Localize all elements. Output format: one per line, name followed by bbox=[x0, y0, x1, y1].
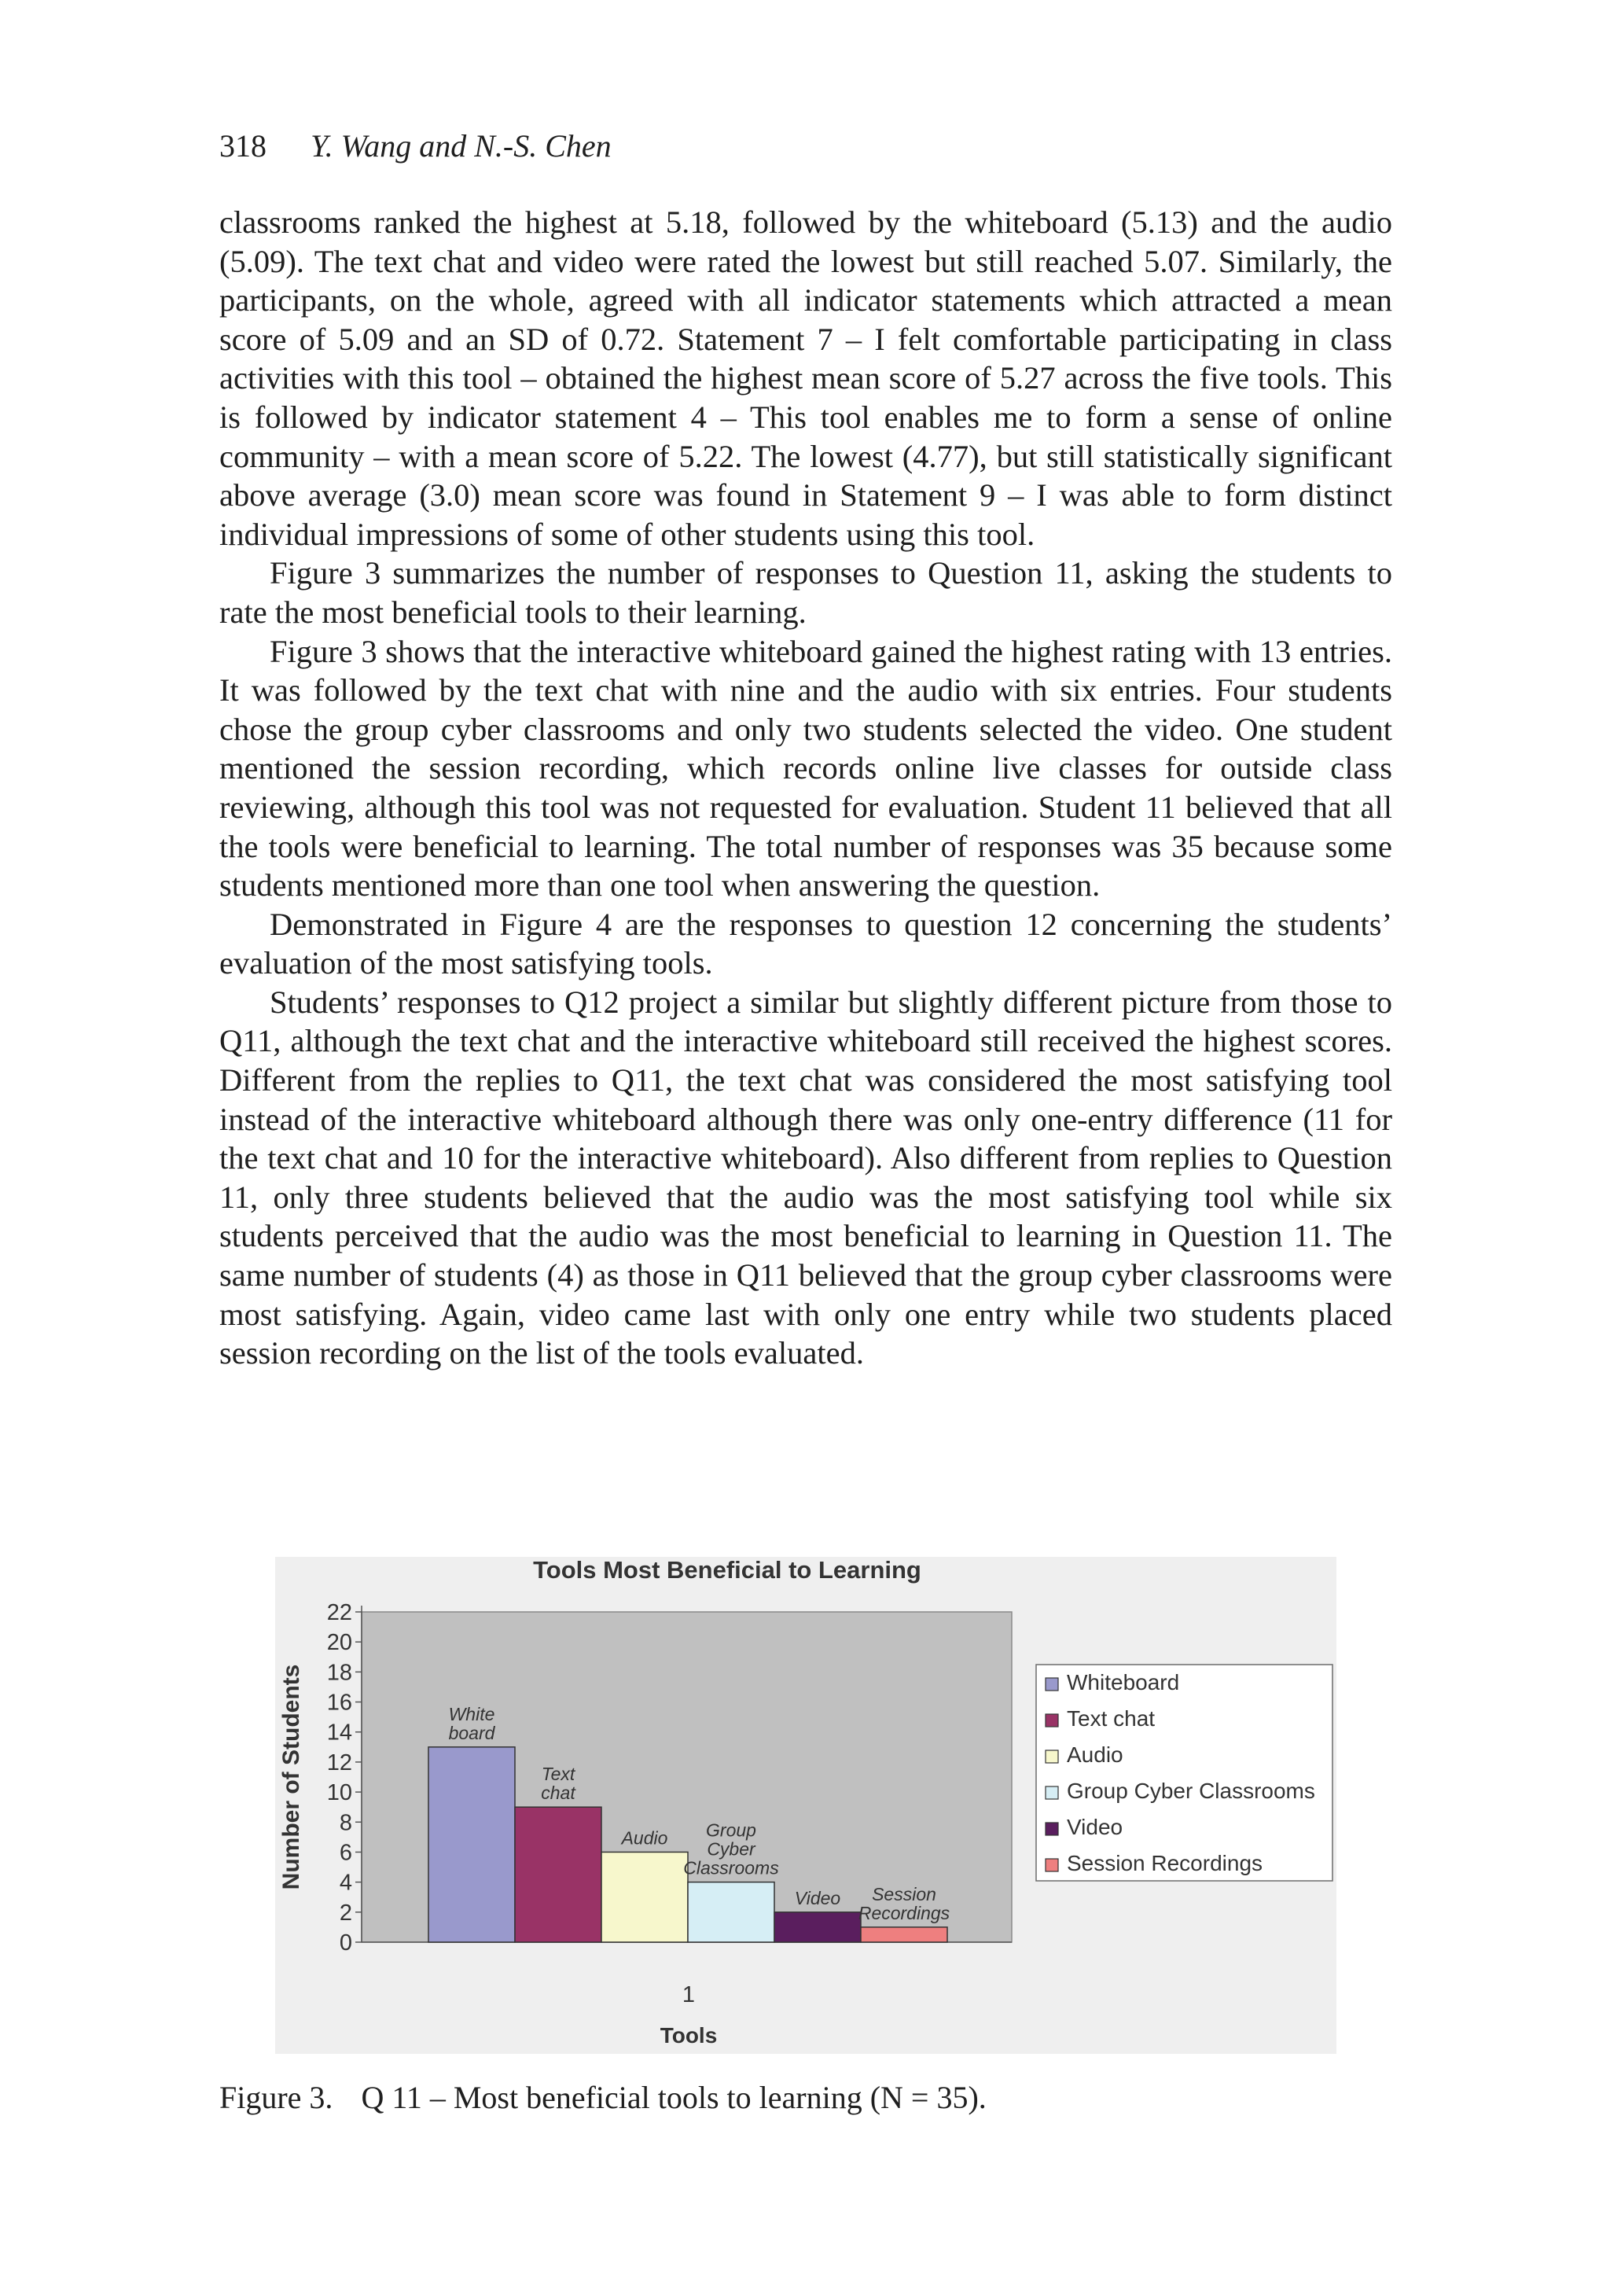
bar-label: board bbox=[448, 1722, 495, 1743]
y-tick-label: 14 bbox=[326, 1720, 352, 1746]
bar-video bbox=[774, 1912, 861, 1942]
bar-label: Recordings bbox=[858, 1902, 950, 1923]
paragraph: Figure 3 shows that the interactive whiteboard gained the highest rating with 13 entries. It was followed by the text chat with nine and the audio with six entries. Four students chose the group cyber classrooms and only two students selected the video. One student mentioned the session recording, which records online live classes for outside class reviewing, although this tool was not requested for evaluation. Student 11 believed that all the tools were beneficial to learning. The total number of responses was 35 because some students mentioned more than one tool when answering the question. bbox=[219, 633, 1392, 903]
body-text bbox=[219, 203, 1392, 1373]
figure-caption-label: Figure 3. bbox=[219, 2080, 333, 2115]
y-tick-label: 20 bbox=[326, 1630, 352, 1656]
bar-label: Session bbox=[872, 1883, 936, 1904]
legend-label: Whiteboard bbox=[1067, 1670, 1180, 1694]
running-head-authors: Y. Wang and N.-S. Chen bbox=[311, 128, 612, 164]
bar-whiteboard bbox=[428, 1747, 515, 1942]
legend-swatch bbox=[1046, 1786, 1058, 1799]
legend-swatch bbox=[1046, 1714, 1058, 1727]
bar-label: Classrooms bbox=[683, 1857, 779, 1878]
bar-chart bbox=[275, 1557, 1336, 2054]
bar-text-chat bbox=[515, 1807, 601, 1942]
legend-swatch bbox=[1046, 1823, 1058, 1835]
page-number: 318 bbox=[219, 128, 266, 164]
bar-group-cyber-classrooms bbox=[688, 1882, 774, 1942]
legend-frame bbox=[1036, 1665, 1332, 1881]
x-axis-label: Tools bbox=[660, 2023, 718, 2048]
legend-label: Session Recordings bbox=[1067, 1851, 1263, 1875]
y-tick-label: 0 bbox=[339, 1930, 352, 1956]
y-tick-label: 2 bbox=[339, 1900, 352, 1926]
y-tick-label: 22 bbox=[326, 1600, 352, 1625]
legend-swatch bbox=[1046, 1859, 1058, 1871]
bar-label: White bbox=[448, 1703, 495, 1724]
chart-legend bbox=[1036, 1665, 1332, 1881]
bar-label: Video bbox=[794, 1887, 841, 1908]
y-tick-label: 18 bbox=[326, 1660, 352, 1686]
bar-label: Cyber bbox=[707, 1838, 755, 1860]
bar-session-recordings bbox=[861, 1927, 947, 1942]
figure-caption-text: Q 11 – Most beneficial tools to learning (N = 35). bbox=[361, 2080, 987, 2115]
bar-label: Group bbox=[706, 1820, 756, 1841]
chart-title: Tools Most Beneficial to Learning bbox=[533, 1557, 921, 1584]
paragraph: Demonstrated in Figure 4 are the responses to question 12 concerning the students’ evaluation of the most satisfying tools. bbox=[219, 906, 1392, 981]
legend-label: Group Cyber Classrooms bbox=[1067, 1779, 1315, 1803]
legend-swatch bbox=[1046, 1750, 1058, 1763]
paragraph: Figure 3 summarizes the number of responses to Question 11, asking the students to rate the most beneficial tools to their learning. bbox=[219, 555, 1392, 630]
figure-3 bbox=[275, 1557, 1336, 2054]
legend-label: Audio bbox=[1067, 1742, 1123, 1767]
paragraph: classrooms ranked the highest at 5.18, followed by the whiteboard (5.13) and the audio (5.09). The text chat and video were rated the lowest but still reached 5.07. Similarly, the participants, on the whole, agreed with all indicator statements which attracted a mean score of 5.09 and an SD of 0.72. Statement 7 – I felt comfortable participating in class activities with this tool – obtained the highest mean score of 5.27 across the five tools. This is followed by indicator statement 4 – This tool enables me to form a sense of online community – with a mean score of 5.22. The lowest (4.77), but still statistically significant above average (3.0) mean score was found in Statement 9 – I was able to form distinct individual impressions of some of other students using this tool. bbox=[219, 204, 1392, 552]
y-axis-label: Number of Students bbox=[278, 1664, 304, 1890]
legend-swatch bbox=[1046, 1678, 1058, 1691]
y-tick-label: 8 bbox=[339, 1810, 352, 1836]
legend-label: Video bbox=[1067, 1815, 1123, 1839]
figure-caption bbox=[219, 2079, 987, 2117]
bar-audio bbox=[601, 1852, 688, 1942]
bar-label: Text bbox=[541, 1764, 575, 1785]
y-tick-label: 10 bbox=[326, 1780, 352, 1806]
page-header bbox=[219, 127, 612, 165]
y-tick-label: 6 bbox=[339, 1840, 352, 1866]
bar-label: Audio bbox=[621, 1827, 668, 1849]
y-tick-label: 4 bbox=[339, 1870, 352, 1896]
bar-label: chat bbox=[541, 1783, 575, 1804]
paragraph: Students’ responses to Q12 project a similar but slightly different picture from those to Q11, although the text chat and the interactive whiteboard still received the highest scores. Different from the replies to Q11, the text chat was considered the most satisfying tool instead of the interactive whiteboard although there was only one-entry difference (11 for the text chat and 10 for the interactive whiteboard). Also different from replies to Question 11, only three students believed that the audio was the most satisfying tool while six students perceived that the audio was the most beneficial to learning in Question 11. The same number of students (4) as those in Q11 believed that the group cyber classrooms were most satisfying. Again, video came last with only one entry while two students placed session recording on the list of the tools evaluated. bbox=[219, 984, 1392, 1371]
y-tick-label: 12 bbox=[326, 1750, 352, 1775]
legend-label: Text chat bbox=[1067, 1706, 1156, 1731]
x-tick-label: 1 bbox=[682, 1982, 696, 2007]
y-tick-label: 16 bbox=[326, 1690, 352, 1716]
